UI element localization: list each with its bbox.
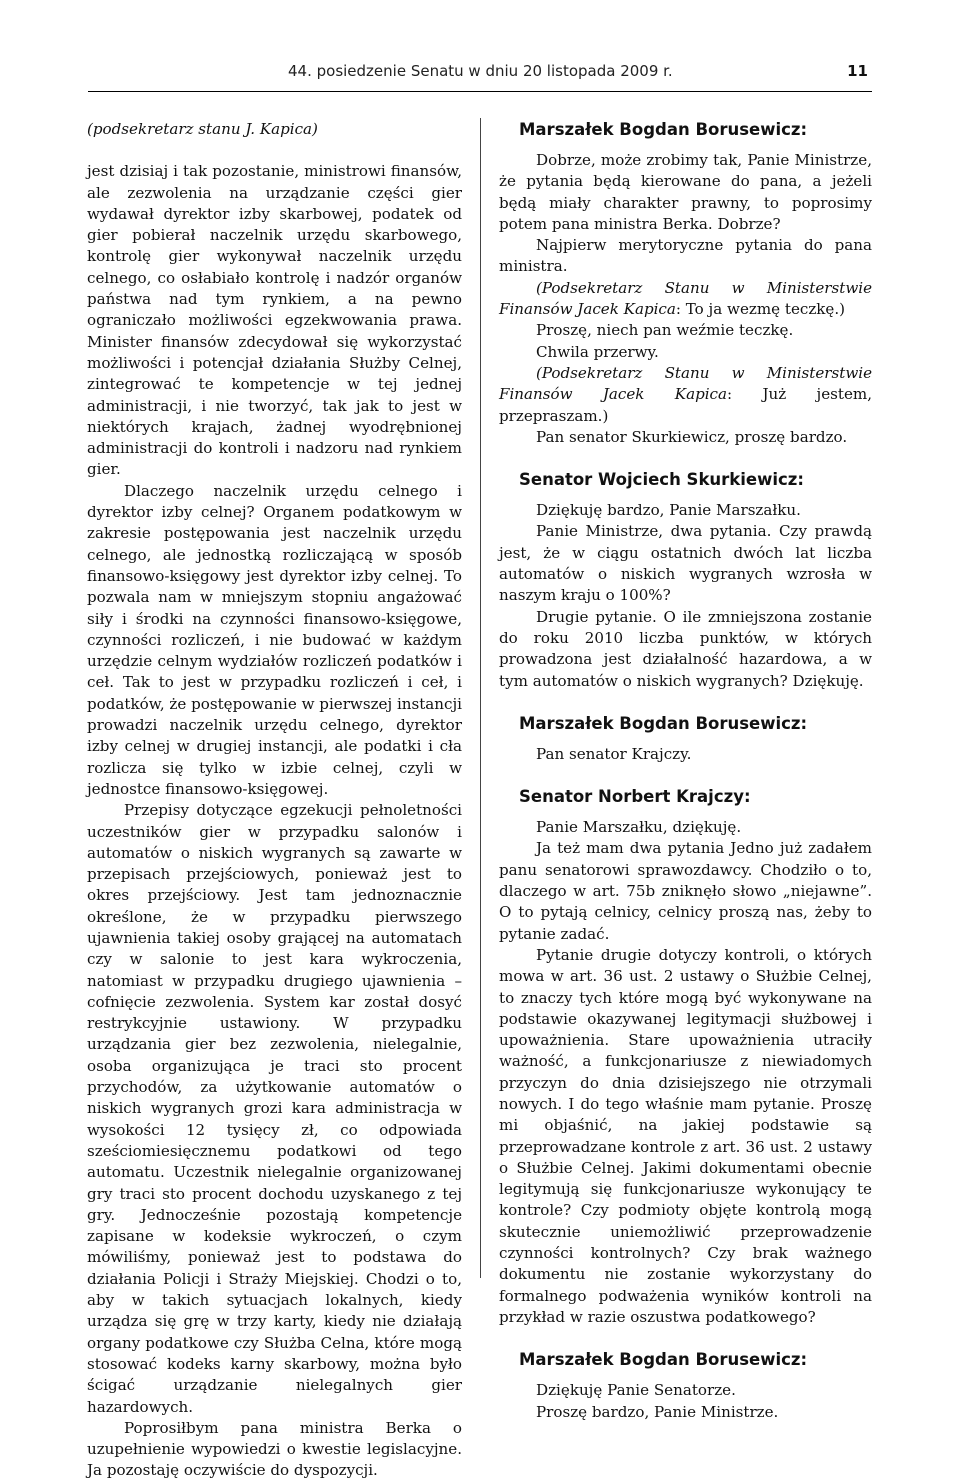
paragraph: Pan senator Skurkiewicz, proszę bardzo.	[536, 427, 848, 446]
speaker-heading: Marszałek Bogdan Borusewicz:	[519, 120, 808, 139]
column-divider	[480, 118, 481, 1278]
speaker-heading: Senator Wojciech Skurkiewicz:	[519, 470, 805, 490]
paragraph: Dziękuję bardzo, Panie Marszałku.	[536, 501, 801, 520]
stage-note-italic: (Podsekretarz Stanu w Ministerstwie Finansów Jacek Kapica	[499, 278, 872, 319]
stage-note-italic: (Podsekretarz Stanu w Ministerstwie Finansów Jacek Kapica	[499, 363, 872, 404]
paragraph: jest dzisiaj i tak pozostanie, ministrowi finansów, ale zezwolenia na urządzanie części gier wydawał dyrektor izby skarbowej, podatek od gier pobierał naczelnik urzędu skarbowego, kontrolę gier wykonywał naczelnik urzędu celnego, co osłabiało kontrolę i nadzór organów państwa nad tym rynkiem, a na pewno ograniczało możliwości egzekwowania prawa. Minister finansów zdecydował się wykorzystać możliwości i potencjał działania Służby Celnej, zintegrować te kompetencje w tej jednej administracji, i nie tworzyć, tak jak to jest w niektórych krajach, żadnej wyodrębnionej administracji do kontroli i nadzoru nad rynkiem gier.	[87, 162, 462, 479]
stage-note-text: : Już jestem, przepraszam.)	[499, 385, 873, 425]
paragraph: Najpierw merytoryczne pytania do pana ministra.	[499, 236, 872, 276]
paragraph: Panie Ministrze, dwa pytania. Czy prawdą jest, że w ciągu ostatnich dwóch lat liczba automatów o niskich wygranych wzrosła w naszym kraju o 100%?	[499, 522, 872, 605]
stage-note	[499, 363, 872, 427]
paragraph: Proszę bardzo, Panie Ministrze.	[536, 1402, 779, 1421]
paragraph: Dziękuję Panie Senatorze.	[536, 1381, 736, 1400]
header-rule	[88, 91, 872, 92]
page-number: 11	[847, 62, 868, 80]
paragraph: Dobrze, może zrobimy tak, Panie Ministrze, że pytania będą kierowane do pana, a jeżeli będą miały charakter prawny, to poprosimy potem pana ministra Berka. Dobrze?	[499, 151, 872, 233]
speaker-note: (podsekretarz stanu J. Kapica)	[87, 120, 318, 138]
stage-note	[499, 278, 872, 321]
speaker-heading: Marszałek Bogdan Borusewicz:	[519, 1350, 808, 1370]
header-title: 44. posiedzenie Senatu w dniu 20 listopada 2009 r.	[288, 62, 673, 80]
paragraph: Panie Marszałku, dziękuję.	[536, 818, 742, 837]
speaker-heading: Senator Norbert Krajczy:	[519, 787, 751, 807]
paragraph: Drugie pytanie. O ile zmniejszona zostanie do roku 2010 liczba punktów, w których prowadzona jest działalność hazardowa, a w tym automatów o niskich wygranych? Dziękuję.	[499, 607, 872, 690]
paragraph: Dlaczego naczelnik urzędu celnego i dyrektor izby celnej? Organem podatkowym w zakresie postępowania jest naczelnik urzędu celnego, ale jednostką rozliczającą w sposób finansowo-księgowy jest dyrektor izby celnej. To pozwala nam w mniejszym stopniu angażować siły i środki na czynności finansowo-księgowe, czynności rozliczeń, i nie budować w każdym urzędzie celnym wydziałów rozliczeń podatków i ceł. Tak to jest w przypadku rozliczeń i ceł, i podatków, że postępowanie w pierwszej instancji prowadzi naczelnik urzędu celnego, dyrektor izby celnej w drugiej instancji, ale podatki i cła rozlicza się tylko w izbie celnej, czyli w jednostce finansowo-księgowej.	[87, 481, 462, 798]
speaker-heading: Marszałek Bogdan Borusewicz:	[519, 713, 808, 733]
paragraph: Ja też mam dwa pytania Jedno już zadałem panu senatorowi sprawozdawcy. Chodziło o to, dlaczego w art. 75b zniknęło słowo „niejawne”. O to pytają celnicy, celnicy proszą nas, żeby to pytanie zadać.	[499, 839, 872, 943]
paragraph: Przepisy dotyczące egzekucji pełnoletności uczestników gier w przypadku salonów i automatów o niskich wygranych są zawarte w przepisach przejściowych, ponieważ jest to okres przejściowy. Jest tam jednoznacznie określone, że w przypadku pierwszego ujawnienia takiej osoby grającej na automatach czy w salonie to jest kara wykroczenia, natomiast w przypadku drugiego ujawnienia – cofnięcie zezwolenia. System kar został dosyć restrykcyjnie ustawiony. W przypadku urządzania gier bez zezwolenia, nielegalnie, osoba organizująca je traci sto procent przychodów, za użytkowanie automatów o niskich wygranych grozi kara administracja w wysokości 12 tysięcy zł, co odpowiada sześciomiesięcznemu podatkowi od tego automatu. Uczestnik nielegalnie organizowanej gry traci sto procent dochodu uzyskanego z tej gry. Jednocześnie pozostają kompetencje zapisane w kodeksie wykroczeń, o czym mówiliśmy, ponieważ jest to podstawa do działania Policji i Straży Miejskiej. Chodzi o to, aby w takich sytuacjach lokalnych, kiedy urządza się grę w trzy karty, kiedy nie działają organy podatkowe czy Służba Celna, które mogą stosować kodeks karny skarbowy, można było ścigać urządzanie nielegalnych gier hazardowych.	[87, 801, 462, 1416]
paragraph: Chwila przerwy.	[536, 342, 659, 361]
stage-note-text: : To ja wezmę teczkę.)	[675, 300, 846, 319]
paragraph: Proszę, niech pan weźmie teczkę.	[536, 321, 794, 340]
left-column	[87, 119, 462, 1482]
paragraph: Poprosiłbym pana ministra Berka o uzupełnienie wypowiedzi o kwestie legislacyjne. Ja pozostaję oczywiście do dyspozycji.	[87, 1418, 462, 1480]
page-header	[88, 62, 872, 90]
right-column	[499, 119, 872, 1423]
paragraph: Pan senator Krajczy.	[536, 744, 692, 763]
paragraph: Pytanie drugie dotyczy kontroli, o których mowa w art. 36 ust. 2 ustawy o Służbie Celnej, to znaczy tych które mogą być wykonywane na podstawie okazywanej legitymacji służbowej i upoważnienia. Stare upoważnienia utraciły ważność, a funkcjonariusze z niewiadomych przyczyn do dnia dzisiejszego nie otrzymali nowych. I do tego właśnie mam pytanie. Proszę mi objaśnić, na jakiej podstawie są przeprowadzane kontrole z art. 36 ust. 2 ustawy o Służbie Celnej. Jakimi dokumentami obecnie legitymują się funkcjonariusze wykonujący te kontrole? Czy podmioty objęte kontrolą mogą skutecznie uniemożliwić przeprowadzenie czynności kontrolnych? Czy brak ważnego dokumentu nie zostanie wykorzystany do formalnego podważenia wyników kontroli na przykład w razie oszustwa podatkowego?	[499, 945, 872, 1326]
